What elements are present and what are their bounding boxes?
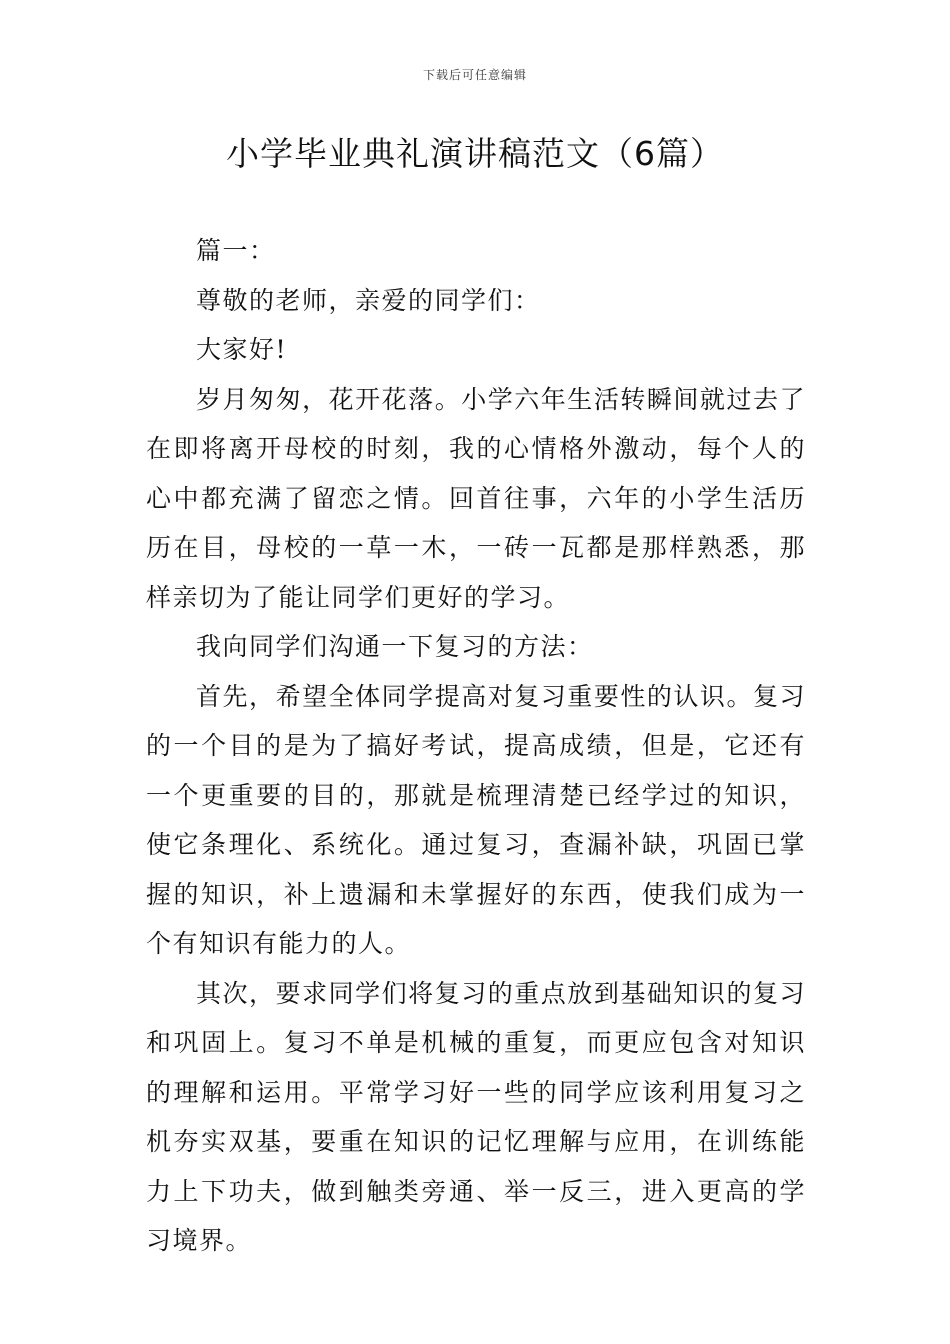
paragraph-body: 岁月匆匆，花开花落。小学六年生活转瞬间就过去了在即将离开母校的时刻，我的心情格外激动，每个人的心中都充满了留恋之情。回首往事，六年的小学生活历历在目，母校的一草一木，一砖一瓦都是那样熟悉，那样亲切为了能让同学们更好的学习。 [146, 384, 806, 612]
header-note: 下载后可任意编辑 [422, 68, 527, 82]
document-title: 小学毕业典礼演讲稿范文（6篇） [226, 134, 724, 173]
paragraph-body: 我向同学们沟通一下复习的方法： [196, 632, 594, 661]
paragraph-greeting: 大家好! [196, 335, 288, 364]
paragraph-salutation: 尊敬的老师，亲爱的同学们： [196, 285, 541, 315]
paragraph-section-heading: 篇一： [196, 236, 276, 265]
paragraph-body: 首先，希望全体同学提高对复习重要性的认识。复习的一个目的是为了搞好考试，提高成绩，但是，它还有一个更重要的目的，那就是梳理清楚已经学过的知识，使它条理化、系统化。通过复习，查漏补缺，巩固已掌握的知识，补上遗漏和未掌握好的东西，使我们成为一个有知识有能力的人。 [146, 681, 806, 958]
paragraph-body: 其次，要求同学们将复习的重点放到基础知识的复习和巩固上。复习不单是机械的重复，而更应包含对知识的理解和运用。平常学习好一些的同学应该利用复习之机夯实双基，要重在知识的记忆理解与应用，在训练能力上下功夫，做到触类旁通、举一反三，进入更高的学习境界。 [146, 978, 806, 1255]
document-body [146, 226, 806, 1266]
